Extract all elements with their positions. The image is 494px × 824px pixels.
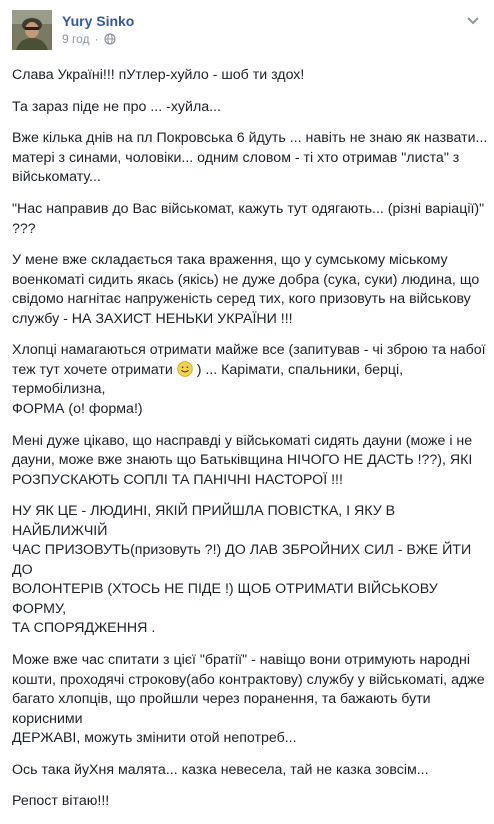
globe-icon[interactable]: [104, 33, 116, 45]
post-paragraph-11: Репост вітаю!!!: [12, 793, 110, 810]
post-body: [12, 66, 488, 824]
post-paragraph-6-end: ) ... Карімати, спальники, берці, термобілизна, ФОРМА (о! форма!): [12, 361, 404, 417]
meta-separator: ·: [94, 32, 99, 46]
post-paragraph-1: Слава Україні!!! пУтлер-хуйло - шоб ти здох!: [12, 67, 305, 83]
post-paragraph-8: НУ ЯК ЦЕ - ЛЮДИНІ, ЯКІЙ ПРИЙШЛА ПОВІСТКА, І ЯКУ В НАЙБЛИЖЧІЙ ЧАС ПРИЗОВУТЬ(призовуть ?!) ДО ЛАВ ЗБРОЙНИХ СИЛ - ВЖЕ ЙТИ ДО ВОЛОНТЕРІВ (ХТОСЬ НЕ ПІДЕ !) ЩОБ ОТРИМАТИ ВІЙСЬКОВУ ФОРМУ, ТА СПОРЯДЖЕННЯ .: [12, 503, 472, 637]
smile-emoji-icon: [177, 361, 193, 377]
post-paragraph-7: Мені дуже цікаво, що насправді у військоматі сидять дауни (може і не дауни, може вже знають що Батьківщина НІЧОГО НЕ ДАСТЬ !??), ЯКІ РОЗПУСКАЮТЬ СОПЛІ ТА ПАНІЧНІ НАСТОРОЇ !!!: [12, 432, 473, 488]
post-paragraph-10: Ось така йуХня малята... казка невесела, тай не казка зовсім...: [12, 761, 429, 778]
author-name[interactable]: Yury Sinko: [62, 13, 135, 29]
post-meta: [62, 32, 116, 46]
post-paragraph-6: [12, 341, 488, 419]
post-paragraph-2: Та зараз піде не про ... -хуйла...: [12, 98, 221, 115]
avatar[interactable]: [12, 10, 52, 50]
post-paragraph-4: "Нас направив до Вас військомат, кажуть тут одягають... (різні варіації)" ???: [12, 201, 485, 237]
post-paragraph-9: Може вже час спитати з цієї "братії" - навіщо вони отримують народні кошти, проходячі строкову(або контрактову) службу у військоматі, адже багато хлопців, що пройшли через поранення, та бажають бути корисними ДЕРЖАВІ, можуть змінити отой непотреб...: [12, 652, 485, 746]
post-paragraph-6-start: Хлопці намагаються отримати майже все (запитував - чі зброю та набої теж тут хочете отримати: [12, 342, 486, 378]
post-paragraph-5: У мене вже складається така враження, що у сумському міському военкоматі сидить якась (якісь) не дуже добра (сука, суки) людина, що свідомо нагнітає напруженість серед тих, кого призовуть на військову службу - НА ЗАХИСТ НЕНЬКИ УКРАЇНИ !!!: [12, 252, 480, 327]
chevron-down-icon[interactable]: [466, 16, 480, 26]
avatar-photo: [12, 10, 52, 50]
post-paragraph-3: Вже кілька днів на пл Покровська 6 йдуть ... навіть не знаю як назвати... матері з синами, чоловіки... одним словом - ті хто отримав "листа" з військомату...: [12, 130, 488, 186]
post-header: [12, 10, 482, 50]
post-timestamp[interactable]: 9 год: [62, 32, 90, 46]
